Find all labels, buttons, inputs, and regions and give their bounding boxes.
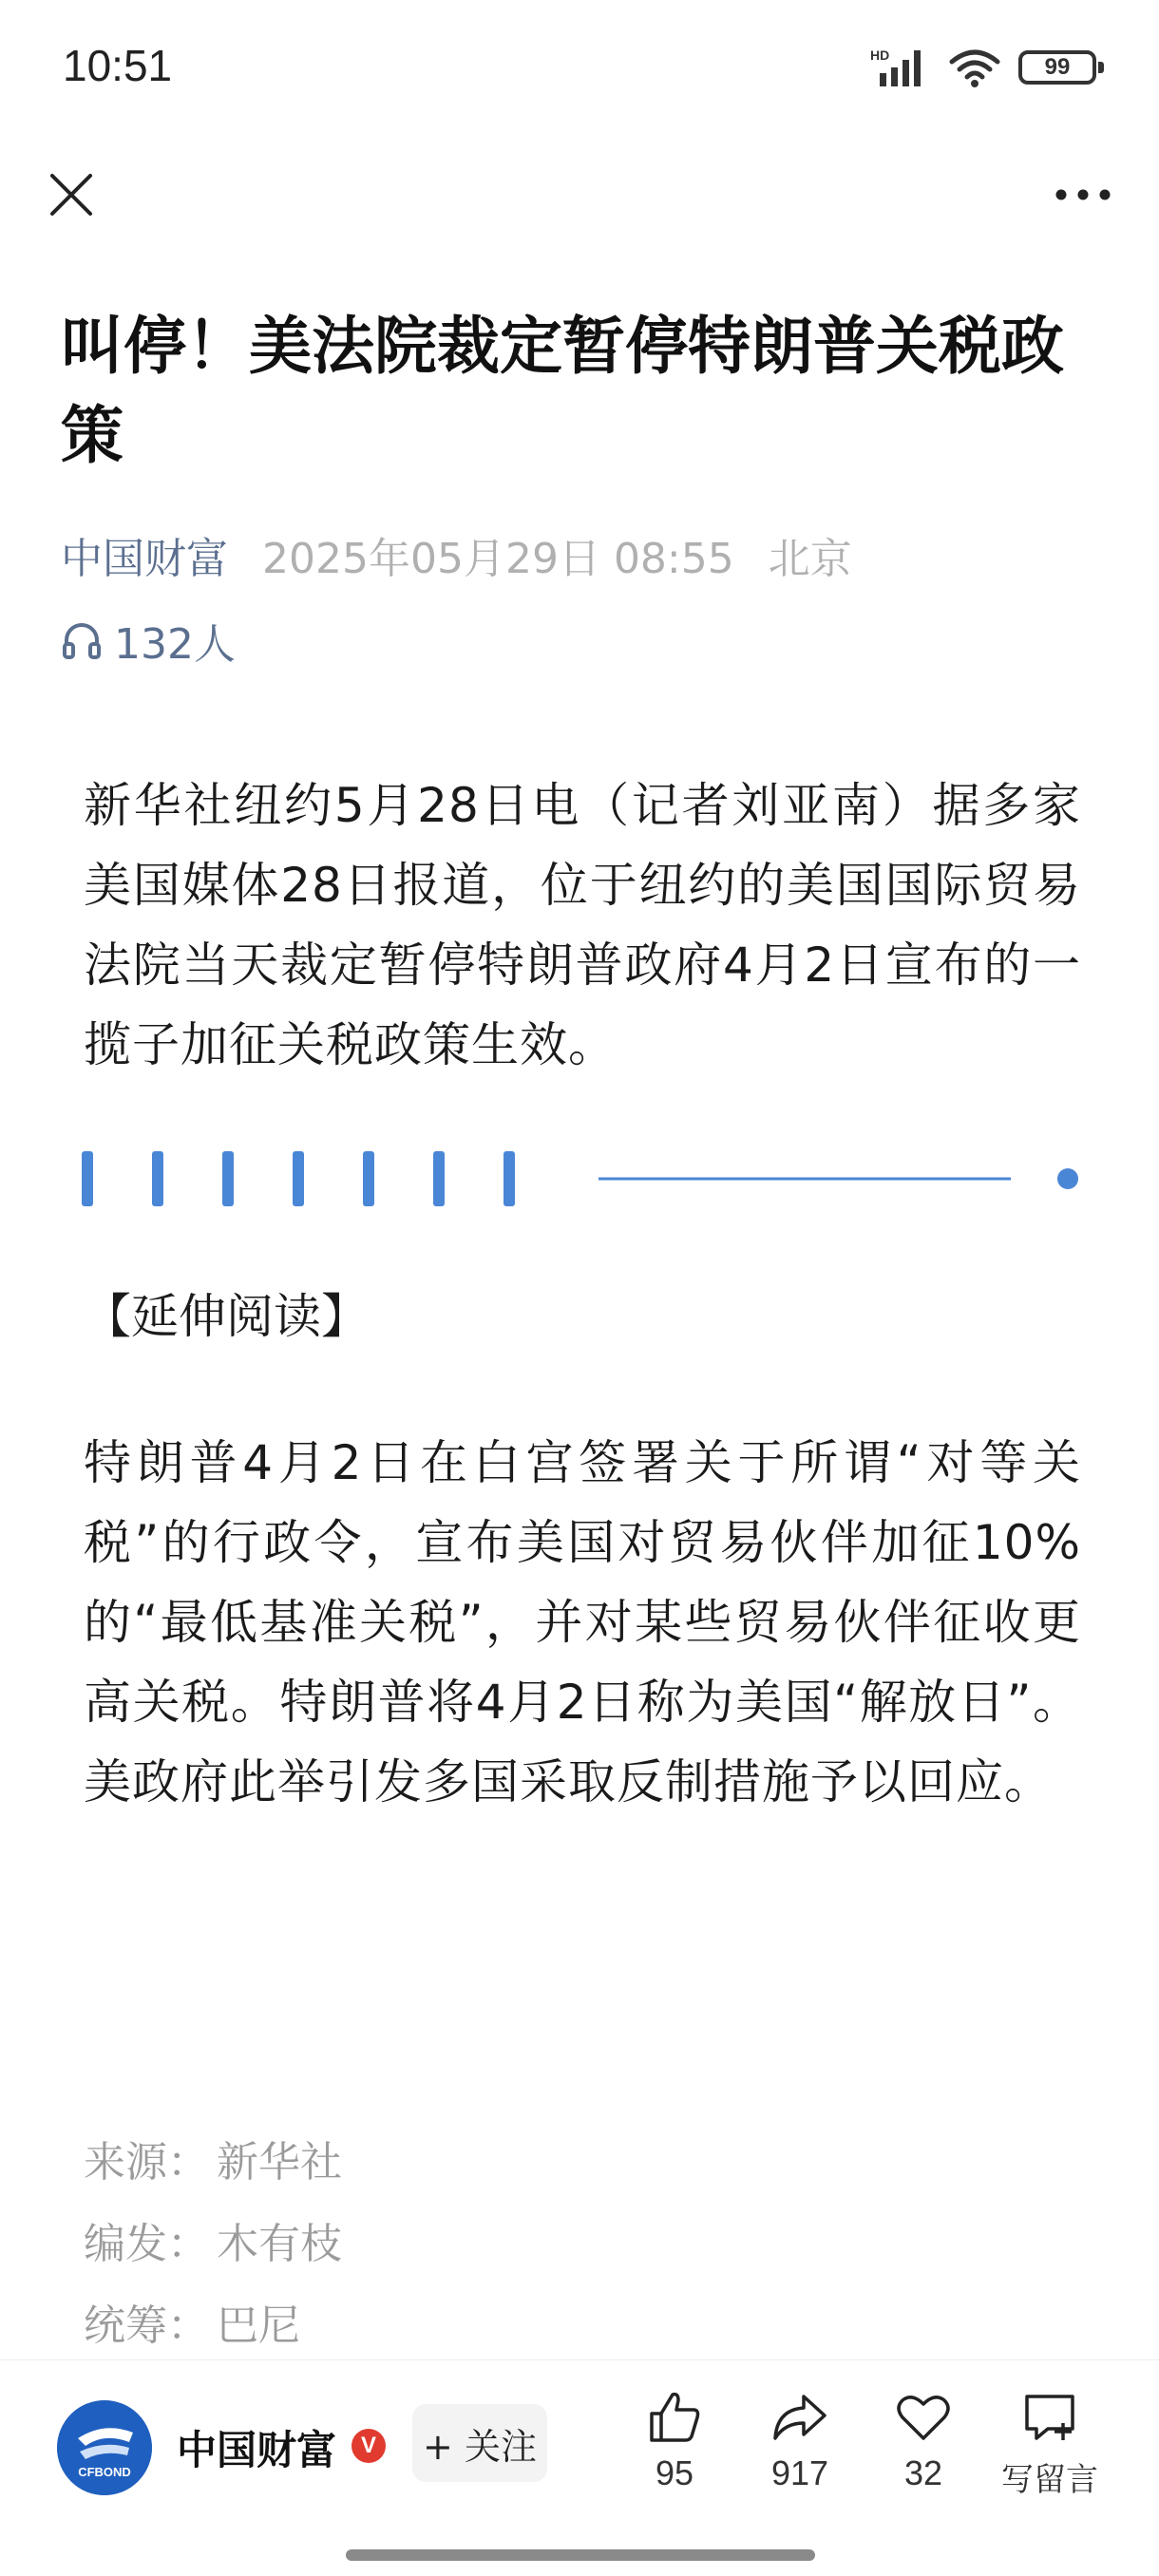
home-indicator[interactable] — [346, 2549, 815, 2561]
share-button[interactable] — [743, 2387, 857, 2493]
avatar-text: CFBOND — [78, 2465, 131, 2479]
close-icon — [48, 172, 94, 218]
more-options-button[interactable] — [1036, 152, 1130, 237]
favorite-count: 32 — [903, 2453, 943, 2492]
article-paragraph: 特朗普4月2日在白宫签署关于所谓“对等关税”的行政令，宣布美国对贸易伙伴加征10%的“最低基准关税”，并对某些贸易伙伴征收更高关税。特朗普将4月2日称为美国“解放日”。美政府此举引发多国采取反制措施予以回应。 — [84, 1435, 1081, 1809]
listen-count[interactable] — [61, 612, 236, 669]
battery-icon — [1018, 50, 1096, 85]
article-credits — [84, 2122, 342, 2367]
credit-value: 巴尼 — [217, 2301, 300, 2350]
author-avatar[interactable] — [57, 2400, 152, 2495]
wifi-icon — [948, 47, 1001, 88]
author-name[interactable]: 中国财富 — [177, 2427, 337, 2473]
comment-label: 写留言 — [1001, 2461, 1098, 2499]
article-date: 2025年05月29日 08:55 — [262, 535, 734, 583]
credit-value: 新华社 — [217, 2138, 342, 2187]
status-bar — [0, 0, 1159, 133]
heart-icon — [893, 2387, 954, 2448]
close-button[interactable] — [28, 152, 114, 237]
follow-button[interactable]: + 关注 — [412, 2404, 547, 2482]
extended-reading-heading: 【延伸阅读】 — [84, 1289, 369, 1344]
write-comment-button[interactable] — [988, 2387, 1112, 2500]
credit-source — [84, 2122, 342, 2204]
status-time: 10:51 — [63, 41, 173, 90]
status-icons — [870, 44, 1096, 91]
more-icon — [1054, 188, 1112, 201]
verified-badge-icon: V — [352, 2429, 386, 2463]
credit-coordinator — [84, 2285, 342, 2367]
comment-add-icon — [1019, 2387, 1080, 2448]
credit-value: 木有枝 — [217, 2220, 342, 2268]
network-label: HD — [870, 47, 890, 63]
like-button[interactable] — [618, 2387, 732, 2493]
credit-label: 编发： — [84, 2220, 209, 2268]
thumbs-up-icon — [644, 2387, 705, 2448]
bottom-action-bar — [0, 2359, 1159, 2576]
like-count: 95 — [655, 2453, 694, 2492]
credit-label: 统筹： — [84, 2301, 209, 2350]
credit-editor — [84, 2204, 342, 2285]
credit-label: 来源： — [84, 2138, 209, 2187]
battery-level: 99 — [1044, 54, 1071, 80]
decorative-divider — [78, 1146, 1085, 1212]
favorite-button[interactable] — [866, 2387, 980, 2493]
nav-bar — [0, 142, 1159, 256]
article-title: 叫停！美法院裁定暂停特朗普关税政策 — [61, 310, 1064, 472]
headphones-icon — [61, 619, 103, 661]
share-icon — [770, 2387, 830, 2448]
article-meta — [61, 526, 852, 583]
cfbond-logo-icon — [57, 2400, 152, 2495]
share-count: 917 — [770, 2453, 829, 2492]
article-paragraph: 新华社纽约5月28日电（记者刘亚南）据多家美国媒体28日报道，位于纽约的美国国际贸易法院当天裁定暂停特朗普政府4月2日宣布的一揽子加征关税政策生效。 — [84, 778, 1081, 1072]
article-source-link[interactable]: 中国财富 — [61, 535, 228, 583]
signal-icon — [870, 47, 931, 88]
article-location: 北京 — [768, 535, 852, 583]
listener-count: 132人 — [114, 620, 236, 669]
